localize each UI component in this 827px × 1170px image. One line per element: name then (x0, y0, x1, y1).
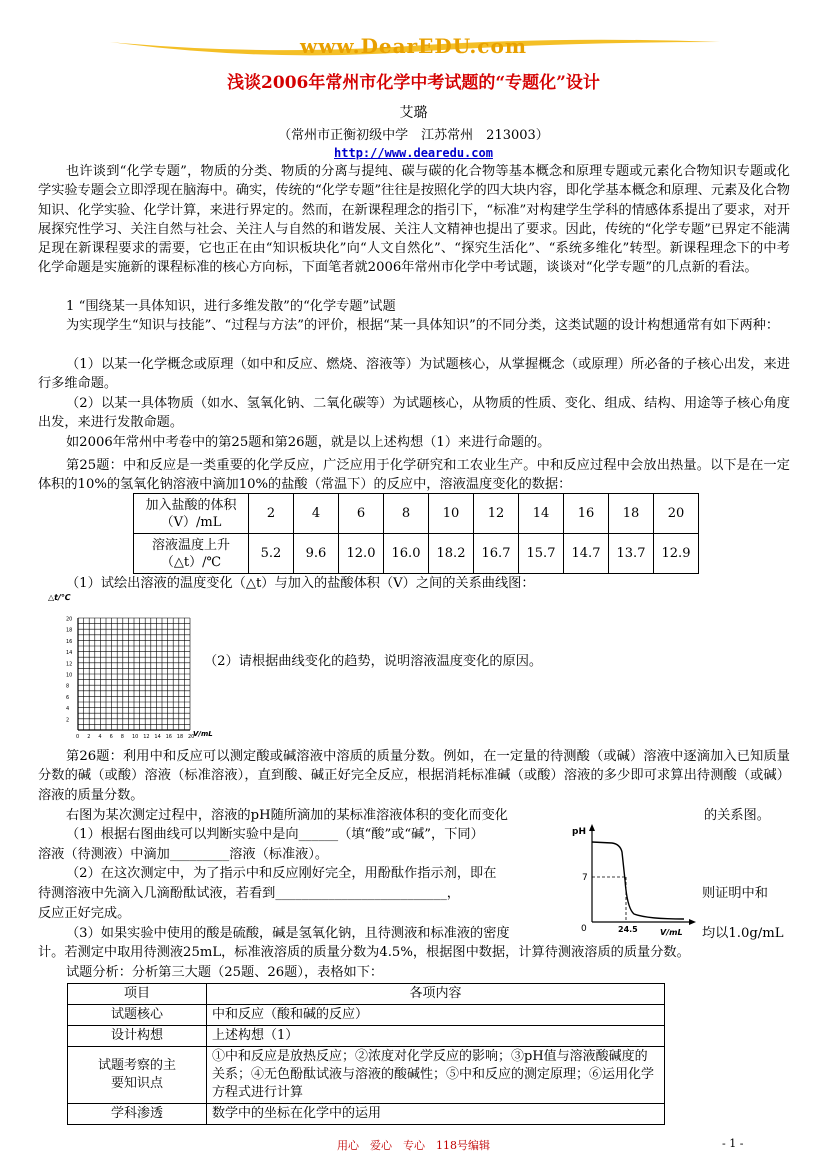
question-26-part3: 均以1.0g/mL (702, 926, 784, 941)
site-brand[interactable]: www.DearEDU.com (299, 34, 527, 58)
grid-y-tick: 20 (66, 616, 73, 623)
paragraph: （1）以某一化学概念或原理（如中和反应、燃烧、溶液等）为试题核心，从掌握概念（或原理）所必备的子核心出发，来进行多维命题。 (38, 357, 790, 392)
temp-cell: 13.7 (609, 534, 654, 574)
article-title: 浅谈2006年常州市化学中考试题的“专题化”设计 (227, 73, 600, 93)
question-26-part1-cont: 溶液（待测液）中滴加_________溶液（标准液）。 (38, 847, 329, 862)
question-25-part1: （1）试绘出溶液的温度变化（△t）与加入的盐酸体积（V）之间的关系曲线图： (66, 576, 535, 591)
grid-x-tick: 8 (120, 734, 124, 740)
analysis-content: ①中和反应是放热反应；②浓度对化学反应的影响；③pH值与溶液酸碱度的关系；④无色酚酞试液与溶液的酸碱性；⑤中和反应的测定原理；⑥运用化学方程式进行计算 (207, 1047, 665, 1104)
question-26-part3-cont: 计。若测定中取用待测液25mL，标准液溶质的质量分数为4.5%，根据图中数据，计算待测液溶质的质量分数。 (38, 945, 690, 960)
grid-y-tick: 12 (66, 661, 73, 668)
grid-y-tick: 10 (66, 672, 73, 679)
footer-editor: 用心 爱心 专心 118号编辑 (337, 1139, 490, 1152)
temp-cell: 15.7 (519, 534, 564, 574)
question-25: 第25题：中和反应是一类重要的化学反应，广泛应用于化学研究和工农业生产。中和反应过程中会放出热量。以下是在一定体积的10%的氢氧化钠溶液中滴加10%的盐酸（常温下）的反应中，溶液温度变化的数据： (38, 458, 790, 493)
analysis-table (67, 983, 665, 1125)
grid-y-tick: 16 (66, 638, 73, 645)
grid-x-tick: 2 (87, 734, 91, 740)
author: 艾璐 (399, 105, 428, 121)
grid-x-tick: 10 (132, 734, 139, 740)
grid-y-tick: 4 (66, 706, 70, 713)
question-26: 第26题：利用中和反应可以测定酸或碱溶液中溶质的质量分数。例如，在一定量的待测酸（或碱）溶液中逐滴加入已知质量分数的碱（或酸）溶液（标准溶液），直到酸、碱正好完全反应，根据消耗标准碱（或酸）溶液的多少即可求算出待测酸（或碱）溶液的质量分数。 (38, 749, 790, 803)
paragraph: 右图为某次测定过程中，溶液的pH随所滴加的某标准溶液体积的变化而变化 (66, 808, 508, 823)
grid-x-tick: 6 (109, 734, 113, 740)
question-26-part2-cont: 待测溶液中先滴入几滴酚酞试液，若看到__________________________， (38, 886, 460, 901)
site-link[interactable]: http://www.dearedu.com (334, 146, 493, 160)
grid-x-tick: 20 (188, 734, 195, 740)
analysis-item: 试题考察的主要知识点 (68, 1047, 207, 1104)
blank-grid-chart (40, 588, 213, 740)
volume-cell: 8 (384, 494, 429, 534)
grid-x-tick: 0 (76, 734, 80, 740)
grid-y-tick: 8 (66, 683, 70, 690)
section-heading: 1 “围绕某一具体知识，进行多维发散”的“化学专题”试题 (66, 299, 396, 314)
grid-x-tick: 12 (143, 734, 150, 740)
volume-cell: 4 (294, 494, 339, 534)
ph-x-origin: 0 (581, 924, 587, 934)
question-26-part2: （2）在这次测定中，为了指示中和反应刚好完全，用酚酞作指示剂，即在 (66, 866, 497, 881)
analysis-item: 学科渗透 (68, 1104, 207, 1125)
row-label-volume: 加入盐酸的体积（V）/mL (134, 494, 249, 534)
volume-cell: 2 (249, 494, 294, 534)
paragraph: 如2006年常州中考卷中的第25题和第26题，就是以上述构想（1）来进行命题的。 (66, 435, 551, 450)
temp-cell: 18.2 (429, 534, 474, 574)
temp-cell: 16.0 (384, 534, 429, 574)
temp-cell: 12.9 (654, 534, 699, 574)
ph-y-axis-label: pH (572, 827, 586, 837)
grid-x-tick: 4 (98, 734, 102, 740)
temp-cell: 12.0 (339, 534, 384, 574)
grid-y-tick: 14 (66, 650, 73, 657)
row-label-temp: 溶液温度上升（△t）/℃ (134, 534, 249, 574)
grid-y-tick: 18 (66, 627, 73, 634)
analysis-item: 试题核心 (68, 1005, 207, 1026)
analysis-content: 上述构想（1） (207, 1026, 665, 1047)
volume-cell: 6 (339, 494, 384, 534)
paragraph: 为实现学生“知识与技能”、“过程与方法”的评价，根据“某一具体知识”的不同分类，这类试题的设计构想通常有如下两种： (66, 318, 780, 333)
grid-x-tick: 16 (165, 734, 172, 740)
analysis-item: 设计构想 (68, 1026, 207, 1047)
analysis-header-item: 项目 (68, 984, 207, 1005)
ph-x-arrow (689, 919, 696, 925)
question-26-part2-end: 反应正好完成。 (38, 906, 131, 921)
paragraph: 的关系图。 (704, 808, 770, 823)
grid-y-tick: 2 (66, 717, 70, 724)
ph-y-arrow (589, 824, 595, 831)
intro-paragraph: 也许谈到“化学专题”，物质的分类、物质的分离与提纯、碳与碳的化合物等基本概念和原理专题或元素化合物知识专题或化学实验专题会立即浮现在脑海中。确实，传统的“化学专题”往往是按照化学的四大块内容，即化学基本概念和原理、元素及化合物知识、化学实验、化学计算，来进行界定的。然而，在新课程理念的指引下，“标准”对构建学生学科的情感体系提出了要求，对开展探究性学习、关注自然与社会、关注人与自然的和谐发展、关注人文精神也提出了要求。因此，传统的“化学专题”已界定不能满足现在新课程要求的需要，它也正在由“知识板块化”向“人文自然化”、“探究生活化”、“系统多维化”转型。新课程理念下的中考化学命题是实施新的课程标准的核心方向标，下面笔者就2006年常州市化学中考试题，谈谈对“化学专题”的几点新的看法。 (38, 164, 790, 276)
question-26-part2-cont: 则证明中和 (702, 886, 768, 901)
grid-y-axis-label: △t/℃ (48, 593, 71, 602)
analysis-content: 中和反应（酸和碱的反应） (207, 1005, 665, 1026)
question-26-part1: （1）根据右图曲线可以判断实验中是向______（填“酸”或“碱”，下同） (66, 827, 484, 842)
volume-cell: 12 (474, 494, 519, 534)
ph-x-axis-label: V/mL (660, 928, 683, 937)
question-25-part2: （2）请根据曲线变化的趋势，说明溶液温度变化的原因。 (204, 654, 543, 669)
question-26-part3: （3）如果实验中使用的酸是硫酸，碱是氢氧化钠，且待测液和标准液的密度 (66, 926, 510, 941)
temp-cell: 9.6 (294, 534, 339, 574)
volume-cell: 16 (564, 494, 609, 534)
temp-cell: 16.7 (474, 534, 519, 574)
volume-cell: 18 (609, 494, 654, 534)
paragraph: （2）以某一具体物质（如水、氢氧化钠、二氧化碳等）为试题核心，从物质的性质、变化、组成、结构、用途等子核心角度出发，来进行发散命题。 (38, 396, 790, 431)
ph-y-tick-7: 7 (582, 873, 588, 883)
temp-cell: 5.2 (249, 534, 294, 574)
temperature-data-table (133, 493, 699, 574)
grid-x-tick: 14 (154, 734, 161, 740)
ph-titration-chart (572, 818, 702, 942)
grid-x-axis-label: V/mL (193, 730, 213, 738)
volume-cell: 14 (519, 494, 564, 534)
page-number: - 1 - (722, 1137, 744, 1150)
analysis-content: 数学中的坐标在化学中的运用 (207, 1104, 665, 1125)
grid-x-tick: 18 (176, 734, 184, 740)
grid-y-tick: 6 (66, 694, 70, 701)
ph-x-tick-equivalence: 24.5 (618, 925, 638, 934)
temp-cell: 14.7 (564, 534, 609, 574)
ph-curve (592, 842, 684, 919)
volume-cell: 10 (429, 494, 474, 534)
analysis-intro: 试题分析：分析第三大题（25题、26题），表格如下： (66, 965, 384, 980)
analysis-header-content: 各项内容 (207, 984, 665, 1005)
volume-cell: 20 (654, 494, 699, 534)
affiliation: （常州市正衡初级中学 江苏常州 213003） (278, 128, 549, 143)
